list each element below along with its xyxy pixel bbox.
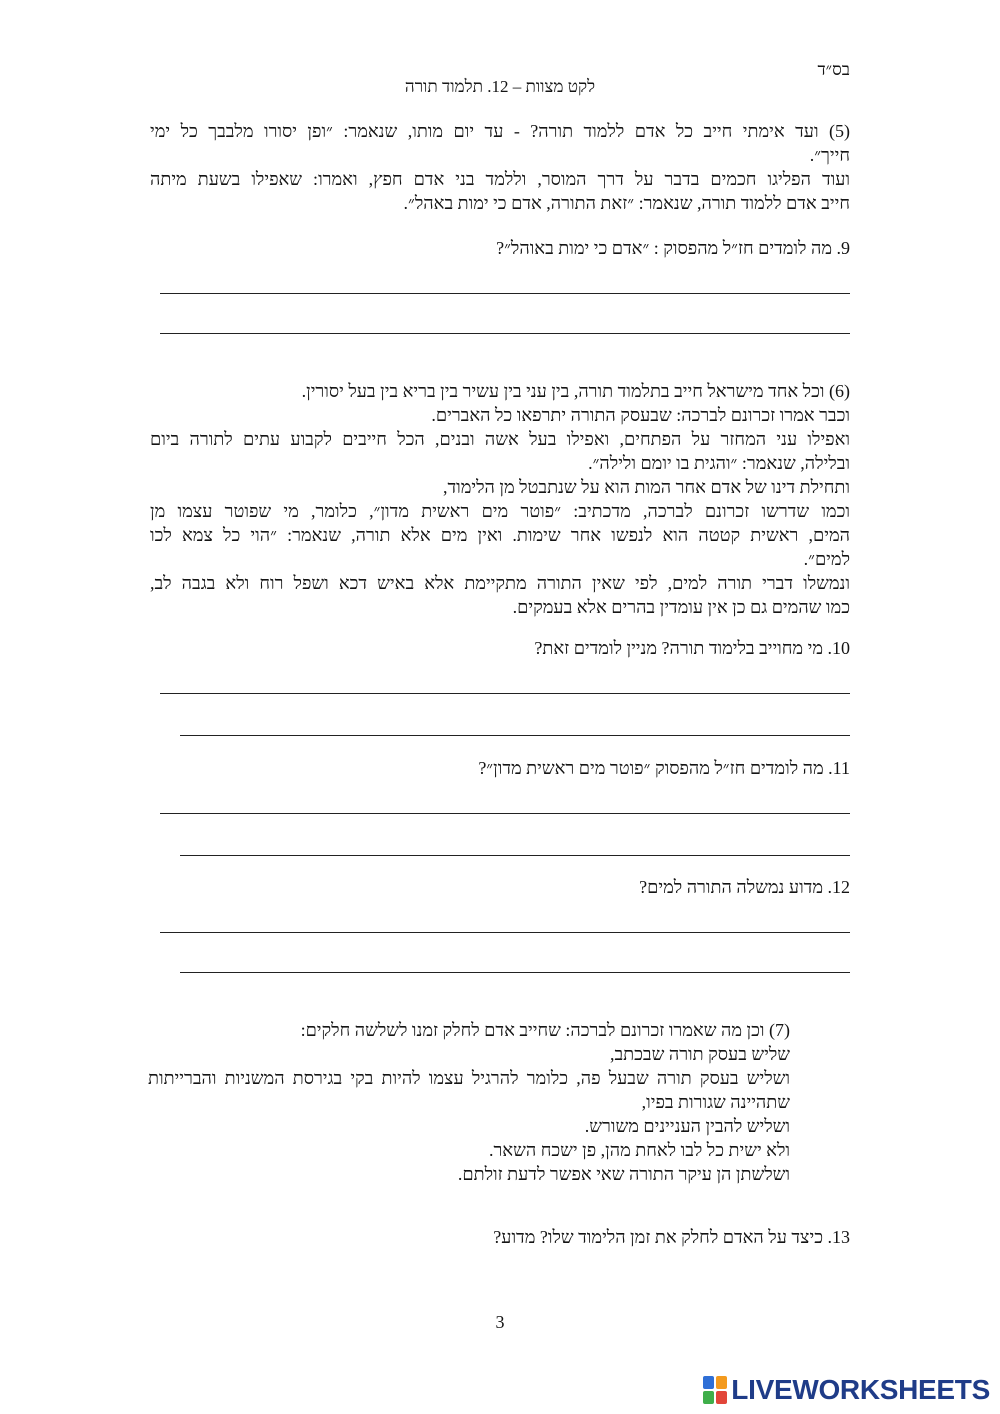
- paragraph-6-line-9: ונמשלו דברי תורה למים, לפי שאין התורה מתקיימת אלא באיש דכא ושפל רוח ולא בגבה לב,: [150, 573, 850, 593]
- question-12: [150, 875, 850, 899]
- liveworksheets-logo-text: LIVEWORKSHEETS: [731, 1374, 990, 1405]
- paragraph-6-line-4: ובלילה, שנאמר: ״והגית בו יומם ולילה״.: [588, 453, 850, 473]
- question-12-text: 12. מדוע נמשלה התורה למים?: [639, 877, 850, 897]
- paragraph-7-line-6: ולא ישית כל לבו לאחת מהן, פן ישכח השאר.: [488, 1140, 790, 1160]
- answer-field-q12-line-1[interactable]: [160, 913, 850, 933]
- question-11-text: 11. מה לומדים חז״ל מהפסוק ״פוטר מים ראשית מדון״?: [478, 758, 850, 778]
- paragraph-6: [150, 379, 850, 619]
- answer-field-q10-line-1[interactable]: [160, 674, 850, 694]
- paragraph-7-line-5: ושליש להבין העניינים משורש.: [584, 1116, 790, 1136]
- question-10-text: 10. מי מחוייב בלימוד תורה? מניין לומדים זאת?: [534, 638, 850, 658]
- answer-field-q9-line-1[interactable]: [160, 274, 850, 294]
- paragraph-6-line-3: ואפילו עני המחזר על הפתחים, ואפילו בעל אשה ובנים, הכל חייבים לקבוע עתים לתורה ביום: [150, 429, 850, 449]
- paragraph-6-line-7: המים, ראשית קטטה הוא לנפשו אחר שימות. ואין מים אלא תורה, שנאמר: ״הוי כל צמא לכו: [150, 525, 850, 545]
- document-title: לקט מצוות – 12. תלמוד תורה: [404, 77, 596, 96]
- logo-icon-cell: [716, 1376, 727, 1389]
- answer-field-q9-line-2[interactable]: [160, 314, 850, 334]
- paragraph-5-line-4: חייב אדם ללמוד תורה, שנאמר: ״זאת התורה, אדם כי ימות באהל״.: [403, 193, 850, 213]
- paragraph-6-line-5: ותחילת דינו של אדם אחר המות הוא על שנתבטל מן הלימוד,: [442, 477, 850, 497]
- logo-icon-cell: [703, 1391, 714, 1404]
- bsd-heading: בס״ד: [817, 60, 850, 79]
- page-number: 3: [495, 1312, 505, 1332]
- answer-field-q12-line-2[interactable]: [180, 953, 850, 973]
- paragraph-6-line-1: (6) וכל אחד מישראל חייב בתלמוד תורה, בין עני בין עשיר בין בריא בין בעל יסורין.: [301, 381, 850, 401]
- logo-icon-cell: [703, 1376, 714, 1389]
- paragraph-5-line-2: חייך״.: [809, 145, 850, 165]
- paragraph-7-line-3: ושליש בעסק תורה שבעל פה, כלומר להרגיל עצמו להיות בקי בגירסת המשניות והברייתות: [148, 1068, 790, 1088]
- paragraph-7: [148, 1018, 790, 1186]
- answer-field-q11-line-1[interactable]: [160, 794, 850, 814]
- paragraph-7-line-1: (7) וכן מה שאמרו זכרונם לברכה: שחייב אדם לחלק זמנו לשלשה חלקים:: [300, 1020, 790, 1040]
- paragraph-5-line-1: (5) ועד אימתי חייב כל אדם ללמוד תורה? - עד יום מותו, שנאמר: ״ופן יסורו מלבבך כל ימי: [150, 121, 850, 141]
- question-9: [150, 236, 850, 260]
- paragraph-5-line-3: ועוד הפליגו חכמים בדבר על דרך המוסר, וללמד בני אדם חפץ, ואמרו: שאפילו בשעת מיתה: [150, 169, 850, 189]
- liveworksheets-logo-icon: [703, 1376, 727, 1404]
- answer-field-q10-line-2[interactable]: [180, 716, 850, 736]
- paragraph-7-line-2: שליש בעסק תורה שבכתב,: [609, 1044, 790, 1064]
- paragraph-6-line-2: וכבר אמרו זכרונם לברכה: שבעסק התורה יתרפאו כל האברים.: [431, 405, 850, 425]
- question-10: [150, 636, 850, 660]
- paragraph-5: [150, 119, 850, 215]
- logo-icon-cell: [716, 1391, 727, 1404]
- question-11: [150, 756, 850, 780]
- question-13-text: 13. כיצד על האדם לחלק את זמן הלימוד שלו? מדוע?: [493, 1227, 850, 1247]
- paragraph-6-line-10: כמו שהמים גם כן אין עומדין בהרים אלא בעמקים.: [512, 597, 850, 617]
- liveworksheets-logo: [703, 1374, 990, 1406]
- question-9-text: 9. מה לומדים חז״ל מהפסוק : ״אדם כי ימות באוהל״?: [496, 238, 850, 258]
- answer-field-q11-line-2[interactable]: [180, 836, 850, 856]
- paragraph-7-line-4: שתהיינה שגורות בפיו,: [641, 1092, 790, 1112]
- question-13: [150, 1225, 850, 1249]
- paragraph-6-line-8: למים״.: [803, 549, 850, 569]
- paragraph-7-line-7: ושלשתן הן עיקר התורה שאי אפשר לדעת זולתם.: [457, 1164, 790, 1184]
- paragraph-6-line-6: וכמו שדרשו זכרונם לברכה, מדכתיב: ״פוטר מים ראשית מדון״, כלומר, מי שפוטר עצמו מן: [150, 501, 850, 521]
